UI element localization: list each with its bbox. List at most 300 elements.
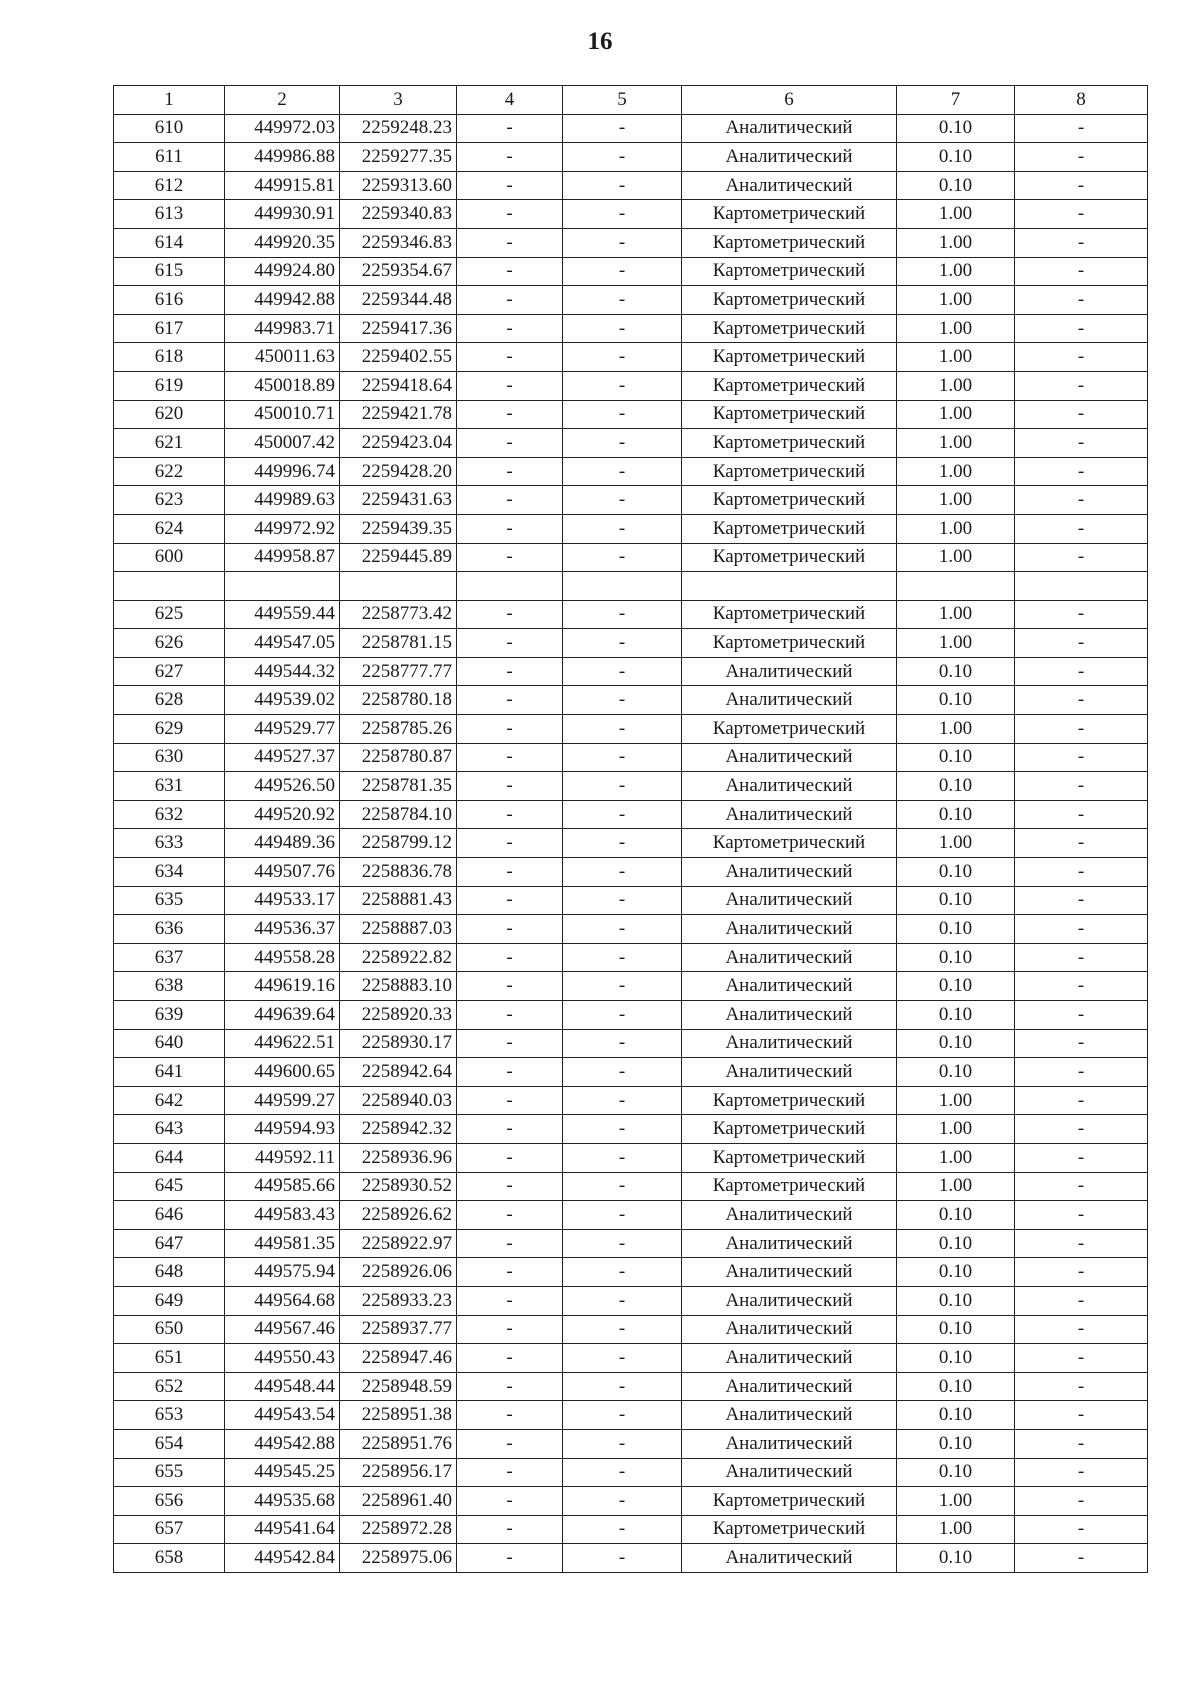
col5-cell: - <box>563 829 682 858</box>
col5-cell: - <box>563 286 682 315</box>
col5-cell: - <box>563 457 682 486</box>
x-coordinate-cell: 449536.37 <box>225 915 340 944</box>
method-cell: Аналитический <box>682 143 897 172</box>
table-row <box>114 972 1148 1001</box>
method-cell: Аналитический <box>682 1058 897 1087</box>
x-coordinate-cell: 449489.36 <box>225 829 340 858</box>
method-cell: Картометрический <box>682 486 897 515</box>
point-number-cell: 613 <box>114 200 225 229</box>
method-cell: Аналитический <box>682 1315 897 1344</box>
x-coordinate-cell: 449622.51 <box>225 1029 340 1058</box>
col4-cell: - <box>457 1001 563 1030</box>
x-coordinate-cell: 449639.64 <box>225 1001 340 1030</box>
accuracy-cell: 0.10 <box>897 1372 1015 1401</box>
point-number-cell: 644 <box>114 1143 225 1172</box>
table-row <box>114 772 1148 801</box>
x-coordinate-cell: 449547.05 <box>225 629 340 658</box>
method-cell: Картометрический <box>682 829 897 858</box>
col5-cell: - <box>563 314 682 343</box>
x-coordinate-cell: 449558.28 <box>225 943 340 972</box>
table-row <box>114 486 1148 515</box>
col5-cell: - <box>563 1086 682 1115</box>
x-coordinate-cell: 450010.71 <box>225 400 340 429</box>
col4-cell: - <box>457 1143 563 1172</box>
table-row <box>114 743 1148 772</box>
y-coordinate-cell: 2258947.46 <box>340 1344 457 1373</box>
col8-cell: - <box>1015 314 1148 343</box>
col8-cell: - <box>1015 171 1148 200</box>
header-cell-6: 6 <box>682 86 897 115</box>
col4-cell: - <box>457 800 563 829</box>
col8-cell: - <box>1015 228 1148 257</box>
point-number-cell: 645 <box>114 1172 225 1201</box>
x-coordinate-cell: 449550.43 <box>225 1344 340 1373</box>
table-row <box>114 1115 1148 1144</box>
col4-cell: - <box>457 228 563 257</box>
accuracy-cell: 0.10 <box>897 171 1015 200</box>
x-coordinate-cell: 449983.71 <box>225 314 340 343</box>
method-cell: Аналитический <box>682 1544 897 1573</box>
col4-cell: - <box>457 1315 563 1344</box>
col8-cell: - <box>1015 1258 1148 1287</box>
point-number-cell: 614 <box>114 228 225 257</box>
col5-cell: - <box>563 400 682 429</box>
accuracy-cell: 1.00 <box>897 228 1015 257</box>
y-coordinate-cell: 2258920.33 <box>340 1001 457 1030</box>
point-number-cell: 610 <box>114 114 225 143</box>
col5-cell <box>563 572 682 601</box>
col4-cell: - <box>457 1258 563 1287</box>
table-row <box>114 1372 1148 1401</box>
point-number-cell: 629 <box>114 715 225 744</box>
col4-cell: - <box>457 429 563 458</box>
col4-cell: - <box>457 114 563 143</box>
col8-cell: - <box>1015 1544 1148 1573</box>
col5-cell: - <box>563 1115 682 1144</box>
point-number-cell: 625 <box>114 600 225 629</box>
col8-cell: - <box>1015 1086 1148 1115</box>
accuracy-cell: 1.00 <box>897 629 1015 658</box>
col5-cell: - <box>563 1029 682 1058</box>
accuracy-cell: 0.10 <box>897 915 1015 944</box>
method-cell: Картометрический <box>682 1143 897 1172</box>
col4-cell: - <box>457 915 563 944</box>
col8-cell: - <box>1015 1315 1148 1344</box>
x-coordinate-cell: 449529.77 <box>225 715 340 744</box>
accuracy-cell: 0.10 <box>897 972 1015 1001</box>
col8-cell: - <box>1015 1143 1148 1172</box>
accuracy-cell: 1.00 <box>897 600 1015 629</box>
table-row <box>114 171 1148 200</box>
col8-cell: - <box>1015 858 1148 887</box>
x-coordinate-cell: 449544.32 <box>225 657 340 686</box>
x-coordinate-cell: 449599.27 <box>225 1086 340 1115</box>
col5-cell: - <box>563 1429 682 1458</box>
accuracy-cell: 0.10 <box>897 1544 1015 1573</box>
col8-cell: - <box>1015 1401 1148 1430</box>
accuracy-cell: 1.00 <box>897 457 1015 486</box>
table-row <box>114 1086 1148 1115</box>
col4-cell: - <box>457 171 563 200</box>
y-coordinate-cell: 2258836.78 <box>340 858 457 887</box>
method-cell: Картометрический <box>682 200 897 229</box>
y-coordinate-cell: 2259402.55 <box>340 343 457 372</box>
col5-cell: - <box>563 1458 682 1487</box>
col4-cell: - <box>457 772 563 801</box>
accuracy-cell: 0.10 <box>897 143 1015 172</box>
method-cell: Картометрический <box>682 1487 897 1516</box>
col8-cell: - <box>1015 1487 1148 1516</box>
col5-cell: - <box>563 629 682 658</box>
page-number: 16 <box>587 28 613 55</box>
y-coordinate-cell: 2258926.06 <box>340 1258 457 1287</box>
y-coordinate-cell: 2258933.23 <box>340 1286 457 1315</box>
point-number-cell: 624 <box>114 514 225 543</box>
x-coordinate-cell: 449545.25 <box>225 1458 340 1487</box>
table-row <box>114 400 1148 429</box>
table-row <box>114 1172 1148 1201</box>
method-cell: Аналитический <box>682 1344 897 1373</box>
accuracy-cell: 0.10 <box>897 1458 1015 1487</box>
accuracy-cell: 0.10 <box>897 1229 1015 1258</box>
col5-cell: - <box>563 943 682 972</box>
col4-cell: - <box>457 629 563 658</box>
accuracy-cell: 1.00 <box>897 1143 1015 1172</box>
table-row <box>114 1058 1148 1087</box>
col4-cell: - <box>457 1515 563 1544</box>
method-cell <box>682 572 897 601</box>
table-row <box>114 1344 1148 1373</box>
col5-cell: - <box>563 800 682 829</box>
table-row <box>114 657 1148 686</box>
col4-cell: - <box>457 1429 563 1458</box>
x-coordinate-cell: 449915.81 <box>225 171 340 200</box>
table-row <box>114 943 1148 972</box>
col4-cell: - <box>457 1058 563 1087</box>
table-row <box>114 343 1148 372</box>
x-coordinate-cell: 449583.43 <box>225 1201 340 1230</box>
x-coordinate-cell: 449527.37 <box>225 743 340 772</box>
method-cell: Аналитический <box>682 972 897 1001</box>
point-number-cell: 650 <box>114 1315 225 1344</box>
table-row <box>114 1401 1148 1430</box>
col4-cell: - <box>457 257 563 286</box>
col4-cell: - <box>457 743 563 772</box>
col4-cell: - <box>457 1344 563 1373</box>
col5-cell: - <box>563 1001 682 1030</box>
header-cell-2: 2 <box>225 86 340 115</box>
table-row <box>114 800 1148 829</box>
y-coordinate-cell: 2259428.20 <box>340 457 457 486</box>
col5-cell: - <box>563 429 682 458</box>
point-number-cell: 622 <box>114 457 225 486</box>
accuracy-cell: 0.10 <box>897 657 1015 686</box>
accuracy-cell: 0.10 <box>897 1201 1015 1230</box>
col5-cell: - <box>563 972 682 1001</box>
accuracy-cell: 0.10 <box>897 858 1015 887</box>
accuracy-cell: 1.00 <box>897 429 1015 458</box>
col4-cell: - <box>457 1401 563 1430</box>
method-cell: Аналитический <box>682 800 897 829</box>
method-cell: Аналитический <box>682 772 897 801</box>
col5-cell: - <box>563 486 682 515</box>
x-coordinate-cell: 449548.44 <box>225 1372 340 1401</box>
method-cell: Картометрический <box>682 1115 897 1144</box>
col8-cell: - <box>1015 143 1148 172</box>
col4-cell: - <box>457 286 563 315</box>
col8-cell: - <box>1015 286 1148 315</box>
method-cell: Аналитический <box>682 114 897 143</box>
accuracy-cell: 0.10 <box>897 1429 1015 1458</box>
col4-cell: - <box>457 829 563 858</box>
table-row <box>114 257 1148 286</box>
x-coordinate-cell <box>225 572 340 601</box>
point-number-cell: 639 <box>114 1001 225 1030</box>
accuracy-cell: 0.10 <box>897 800 1015 829</box>
x-coordinate-cell: 449543.54 <box>225 1401 340 1430</box>
x-coordinate-cell: 450011.63 <box>225 343 340 372</box>
col5-cell: - <box>563 371 682 400</box>
col5-cell: - <box>563 715 682 744</box>
x-coordinate-cell: 449972.03 <box>225 114 340 143</box>
table-row <box>114 1143 1148 1172</box>
col8-cell: - <box>1015 800 1148 829</box>
x-coordinate-cell: 449619.16 <box>225 972 340 1001</box>
col5-cell: - <box>563 1143 682 1172</box>
col4-cell <box>457 572 563 601</box>
x-coordinate-cell: 449564.68 <box>225 1286 340 1315</box>
col8-cell: - <box>1015 457 1148 486</box>
table-row <box>114 514 1148 543</box>
col5-cell: - <box>563 1544 682 1573</box>
x-coordinate-cell: 449958.87 <box>225 543 340 572</box>
col8-cell: - <box>1015 1001 1148 1030</box>
y-coordinate-cell: 2258975.06 <box>340 1544 457 1573</box>
y-coordinate-cell: 2258926.62 <box>340 1201 457 1230</box>
point-number-cell: 648 <box>114 1258 225 1287</box>
method-cell: Картометрический <box>682 343 897 372</box>
col8-cell: - <box>1015 371 1148 400</box>
y-coordinate-cell: 2259344.48 <box>340 286 457 315</box>
table-row <box>114 457 1148 486</box>
col8-cell: - <box>1015 715 1148 744</box>
method-cell: Картометрический <box>682 715 897 744</box>
y-coordinate-cell: 2259313.60 <box>340 171 457 200</box>
col8-cell: - <box>1015 772 1148 801</box>
point-number-cell: 652 <box>114 1372 225 1401</box>
table-row <box>114 143 1148 172</box>
x-coordinate-cell: 449972.92 <box>225 514 340 543</box>
col4-cell: - <box>457 943 563 972</box>
x-coordinate-cell: 449930.91 <box>225 200 340 229</box>
col5-cell: - <box>563 743 682 772</box>
col5-cell: - <box>563 686 682 715</box>
x-coordinate-cell: 449567.46 <box>225 1315 340 1344</box>
x-coordinate-cell: 449507.76 <box>225 858 340 887</box>
col8-cell: - <box>1015 200 1148 229</box>
point-number-cell: 655 <box>114 1458 225 1487</box>
x-coordinate-cell: 450018.89 <box>225 371 340 400</box>
accuracy-cell: 1.00 <box>897 715 1015 744</box>
y-coordinate-cell: 2258780.87 <box>340 743 457 772</box>
table-row <box>114 886 1148 915</box>
x-coordinate-cell: 449592.11 <box>225 1143 340 1172</box>
y-coordinate-cell: 2258799.12 <box>340 829 457 858</box>
y-coordinate-cell: 2259277.35 <box>340 143 457 172</box>
point-number-cell: 641 <box>114 1058 225 1087</box>
accuracy-cell: 0.10 <box>897 1401 1015 1430</box>
table-row <box>114 543 1148 572</box>
table-row <box>114 1458 1148 1487</box>
y-coordinate-cell: 2258883.10 <box>340 972 457 1001</box>
col5-cell: - <box>563 114 682 143</box>
accuracy-cell: 0.10 <box>897 943 1015 972</box>
accuracy-cell: 1.00 <box>897 1115 1015 1144</box>
method-cell: Картометрический <box>682 314 897 343</box>
col8-cell: - <box>1015 915 1148 944</box>
point-number-cell: 620 <box>114 400 225 429</box>
y-coordinate-cell: 2258951.38 <box>340 1401 457 1430</box>
col4-cell: - <box>457 314 563 343</box>
method-cell: Аналитический <box>682 1372 897 1401</box>
col4-cell: - <box>457 457 563 486</box>
point-number-cell: 653 <box>114 1401 225 1430</box>
method-cell: Аналитический <box>682 743 897 772</box>
accuracy-cell: 0.10 <box>897 772 1015 801</box>
y-coordinate-cell: 2259346.83 <box>340 228 457 257</box>
point-number-cell: 656 <box>114 1487 225 1516</box>
point-number-cell: 600 <box>114 543 225 572</box>
y-coordinate-cell: 2258942.64 <box>340 1058 457 1087</box>
col8-cell: - <box>1015 1515 1148 1544</box>
accuracy-cell: 0.10 <box>897 686 1015 715</box>
col8-cell: - <box>1015 1172 1148 1201</box>
accuracy-cell: 0.10 <box>897 743 1015 772</box>
col4-cell: - <box>457 371 563 400</box>
y-coordinate-cell: 2258887.03 <box>340 915 457 944</box>
y-coordinate-cell: 2258785.26 <box>340 715 457 744</box>
col8-cell: - <box>1015 1458 1148 1487</box>
accuracy-cell: 0.10 <box>897 886 1015 915</box>
point-number-cell: 626 <box>114 629 225 658</box>
method-cell: Картометрический <box>682 1086 897 1115</box>
table-row <box>114 314 1148 343</box>
point-number-cell: 649 <box>114 1286 225 1315</box>
method-cell: Аналитический <box>682 686 897 715</box>
col4-cell: - <box>457 543 563 572</box>
method-cell: Аналитический <box>682 1429 897 1458</box>
col5-cell: - <box>563 543 682 572</box>
method-cell: Аналитический <box>682 858 897 887</box>
y-coordinate-cell: 2258781.35 <box>340 772 457 801</box>
method-cell: Картометрический <box>682 514 897 543</box>
method-cell: Картометрический <box>682 228 897 257</box>
accuracy-cell: 0.10 <box>897 1315 1015 1344</box>
col8-cell: - <box>1015 1115 1148 1144</box>
table-row <box>114 715 1148 744</box>
method-cell: Аналитический <box>682 1201 897 1230</box>
col8-cell: - <box>1015 829 1148 858</box>
point-number-cell: 631 <box>114 772 225 801</box>
col8-cell: - <box>1015 972 1148 1001</box>
point-number-cell: 646 <box>114 1201 225 1230</box>
y-coordinate-cell: 2258937.77 <box>340 1315 457 1344</box>
point-number-cell <box>114 572 225 601</box>
y-coordinate-cell: 2259417.36 <box>340 314 457 343</box>
col4-cell: - <box>457 1458 563 1487</box>
y-coordinate-cell: 2259439.35 <box>340 514 457 543</box>
point-number-cell: 651 <box>114 1344 225 1373</box>
col4-cell: - <box>457 486 563 515</box>
col8-cell: - <box>1015 1344 1148 1373</box>
col5-cell: - <box>563 1515 682 1544</box>
x-coordinate-cell: 449594.93 <box>225 1115 340 1144</box>
x-coordinate-cell: 449585.66 <box>225 1172 340 1201</box>
method-cell: Картометрический <box>682 1172 897 1201</box>
col8-cell: - <box>1015 429 1148 458</box>
col8-cell: - <box>1015 943 1148 972</box>
col5-cell: - <box>563 171 682 200</box>
point-number-cell: 627 <box>114 657 225 686</box>
col8-cell: - <box>1015 400 1148 429</box>
col5-cell: - <box>563 1286 682 1315</box>
method-cell: Аналитический <box>682 1401 897 1430</box>
method-cell: Картометрический <box>682 629 897 658</box>
point-number-cell: 632 <box>114 800 225 829</box>
point-number-cell: 623 <box>114 486 225 515</box>
method-cell: Картометрический <box>682 543 897 572</box>
y-coordinate-cell: 2258942.32 <box>340 1115 457 1144</box>
table-row <box>114 600 1148 629</box>
col5-cell: - <box>563 1401 682 1430</box>
col4-cell: - <box>457 514 563 543</box>
y-coordinate-cell: 2259354.67 <box>340 257 457 286</box>
col4-cell: - <box>457 143 563 172</box>
col5-cell: - <box>563 1487 682 1516</box>
y-coordinate-cell: 2258961.40 <box>340 1487 457 1516</box>
x-coordinate-cell: 449989.63 <box>225 486 340 515</box>
accuracy-cell: 0.10 <box>897 1001 1015 1030</box>
col5-cell: - <box>563 886 682 915</box>
method-cell: Аналитический <box>682 886 897 915</box>
accuracy-cell: 0.10 <box>897 1058 1015 1087</box>
col4-cell: - <box>457 1372 563 1401</box>
point-number-cell: 617 <box>114 314 225 343</box>
col5-cell: - <box>563 1258 682 1287</box>
table-row <box>114 286 1148 315</box>
table-row <box>114 1001 1148 1030</box>
x-coordinate-cell: 449924.80 <box>225 257 340 286</box>
col4-cell: - <box>457 1115 563 1144</box>
table-row <box>114 1544 1148 1573</box>
accuracy-cell: 1.00 <box>897 257 1015 286</box>
y-coordinate-cell: 2258930.17 <box>340 1029 457 1058</box>
method-cell: Аналитический <box>682 1286 897 1315</box>
header-cell-4: 4 <box>457 86 563 115</box>
col5-cell: - <box>563 343 682 372</box>
header-cell-3: 3 <box>340 86 457 115</box>
col8-cell: - <box>1015 657 1148 686</box>
col4-cell: - <box>457 1487 563 1516</box>
accuracy-cell: 1.00 <box>897 371 1015 400</box>
y-coordinate-cell: 2258940.03 <box>340 1086 457 1115</box>
y-coordinate-cell <box>340 572 457 601</box>
col8-cell: - <box>1015 600 1148 629</box>
accuracy-cell: 1.00 <box>897 486 1015 515</box>
table-row <box>114 1487 1148 1516</box>
x-coordinate-cell: 449600.65 <box>225 1058 340 1087</box>
point-number-cell: 618 <box>114 343 225 372</box>
